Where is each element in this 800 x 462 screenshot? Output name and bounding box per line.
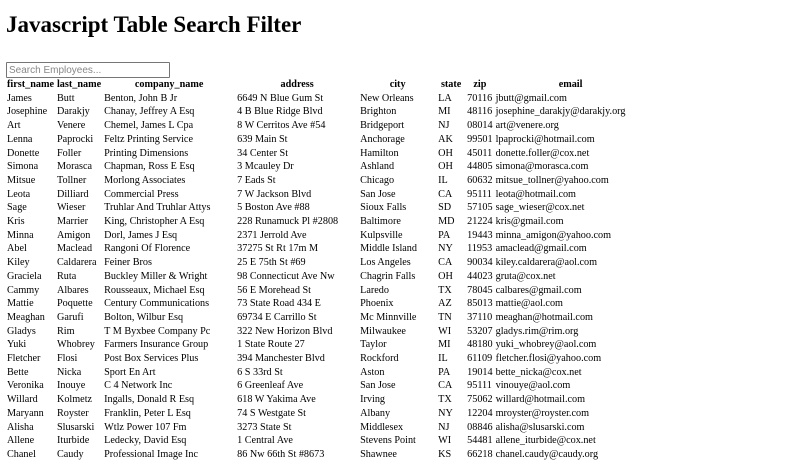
cell-address: 5 Boston Ave #88 (237, 202, 310, 214)
cell-company-name: Printing Dimensions (104, 147, 189, 159)
table-row (6, 448, 648, 462)
cell-company-name: Wtlz Power 107 Fm (104, 421, 187, 433)
cell-city: New Orleans (360, 92, 414, 104)
cell-company-name: T M Byxbee Company Pc (104, 325, 211, 337)
cell-last-name: Royster (56, 407, 89, 419)
cell-first-name: Maryann (7, 407, 44, 419)
cell-zip: 61109 (467, 353, 493, 365)
cell-company-name: Feiner Bros (104, 257, 152, 269)
cell-zip: 70116 (467, 92, 493, 104)
cell-zip: 19014 (467, 366, 493, 378)
column-header-email: email (558, 79, 583, 90)
cell-company-name: Benton, John B Jr (104, 92, 178, 104)
cell-zip: 75062 (467, 394, 493, 406)
cell-last-name: Venere (56, 120, 86, 132)
cell-city: Los Angeles (360, 257, 411, 269)
cell-address: 69734 E Carrillo St (237, 311, 317, 323)
cell-email: vinouye@aol.com (495, 380, 571, 392)
cell-city: San Jose (360, 188, 396, 200)
cell-city: Kulpsville (360, 229, 403, 241)
cell-zip: 45011 (467, 147, 493, 159)
cell-company-name: Chemel, James L Cpa (104, 120, 194, 132)
page-title: Javascript Table Search Filter (6, 12, 302, 37)
cell-state: MI (438, 106, 451, 118)
cell-company-name: Dorl, James J Esq (104, 229, 178, 241)
cell-last-name: Caudy (56, 448, 84, 460)
cell-state: SD (438, 202, 452, 214)
table-row (6, 215, 648, 229)
cell-company-name: King, Christopher A Esq (104, 216, 205, 228)
cell-address: 1 Central Ave (237, 435, 293, 447)
cell-first-name: Art (7, 120, 21, 132)
cell-address: 3 Mcauley Dr (237, 161, 294, 173)
cell-address: 37275 St Rt 17m M (237, 243, 319, 255)
cell-email: willard@hotmail.com (495, 394, 586, 406)
cell-state: MI (438, 339, 451, 351)
cell-first-name: Kris (7, 216, 25, 228)
cell-last-name: Kolmetz (56, 394, 93, 406)
cell-last-name: Slusarski (56, 421, 95, 433)
table-row (6, 256, 648, 270)
cell-zip: 11953 (467, 243, 493, 255)
cell-first-name: Allene (7, 435, 35, 447)
cell-zip: 95111 (467, 188, 492, 200)
table-row (6, 338, 648, 352)
cell-last-name: Poquette (56, 298, 93, 310)
cell-state: AK (438, 133, 453, 145)
table-row (6, 92, 648, 106)
cell-email: allene_iturbide@cox.net (495, 435, 596, 447)
cell-state: TN (438, 311, 452, 323)
cell-state: CA (438, 188, 453, 200)
cell-email: kiley.caldarera@aol.com (495, 257, 598, 269)
cell-state: TX (438, 394, 452, 406)
cell-address: 73 State Road 434 E (237, 298, 321, 310)
cell-zip: 78045 (467, 284, 493, 296)
cell-last-name: Albares (56, 284, 89, 296)
cell-address: 98 Connecticut Ave Nw (237, 270, 335, 282)
column-header-company-name: company_name (134, 79, 204, 90)
cell-company-name: Feltz Printing Service (104, 133, 193, 145)
cell-state: IL (438, 353, 448, 365)
cell-zip: 08846 (467, 421, 493, 433)
cell-address: 7 Eads St (237, 174, 276, 186)
cell-city: Middle Island (360, 243, 417, 255)
cell-last-name: Dilliard (56, 188, 89, 200)
column-header-zip: zip (473, 79, 487, 90)
cell-city: Middlesex (360, 421, 404, 433)
cell-company-name: Rangoni Of Florence (104, 243, 191, 255)
cell-address: 6 Greenleaf Ave (237, 380, 304, 392)
cell-state: PA (438, 366, 451, 378)
cell-company-name: Professional Image Inc (104, 448, 199, 460)
cell-company-name: Ingalls, Donald R Esq (104, 394, 195, 406)
cell-email: sage_wieser@cox.net (495, 202, 585, 214)
cell-first-name: Cammy (7, 284, 40, 296)
cell-email: josephine_darakjy@darakjy.org (495, 106, 626, 118)
cell-last-name: Morasca (56, 161, 93, 173)
cell-first-name: Simona (7, 161, 39, 173)
cell-state: KS (438, 448, 452, 460)
cell-first-name: Josephine (7, 106, 48, 118)
cell-city: Bridgeport (360, 120, 405, 132)
cell-company-name: C 4 Network Inc (104, 380, 173, 392)
cell-state: IL (438, 174, 448, 186)
cell-company-name: Truhlar And Truhlar Attys (104, 202, 211, 214)
cell-state: OH (438, 147, 453, 159)
cell-address: 1 State Route 27 (237, 339, 305, 351)
cell-company-name: Chapman, Ross E Esq (104, 161, 195, 173)
cell-first-name: Mitsue (7, 174, 36, 186)
cell-state: NY (438, 407, 453, 419)
table-row (6, 421, 648, 435)
cell-email: kris@gmail.com (495, 216, 564, 228)
cell-email: mattie@aol.com (495, 298, 563, 310)
cell-company-name: Ledecky, David Esq (104, 435, 187, 447)
cell-email: chanel.caudy@caudy.org (495, 448, 599, 460)
cell-address: 25 E 75th St #69 (237, 257, 306, 269)
cell-last-name: Marrier (56, 216, 89, 228)
cell-address: 2371 Jerrold Ave (237, 229, 307, 241)
cell-zip: 44023 (467, 270, 493, 282)
cell-first-name: Bette (7, 366, 29, 378)
cell-last-name: Rim (56, 325, 75, 337)
cell-address: 228 Runamuck Pl #2808 (237, 216, 339, 228)
column-header-address: address (280, 79, 314, 90)
cell-address: 74 S Westgate St (237, 407, 307, 419)
cell-zip: 54481 (467, 435, 493, 447)
cell-email: alisha@slusarski.com (495, 421, 585, 433)
cell-company-name: Century Communications (104, 298, 210, 310)
cell-first-name: Yuki (7, 339, 27, 351)
cell-zip: 60632 (467, 174, 493, 186)
cell-email: donette.foller@cox.net (495, 147, 590, 159)
table-row (6, 366, 648, 380)
table-row (6, 242, 648, 256)
cell-last-name: Paprocki (56, 133, 94, 145)
table-row (6, 407, 648, 421)
cell-city: Stevens Point (360, 435, 416, 447)
cell-email: calbares@gmail.com (495, 284, 582, 296)
table-row (6, 325, 648, 339)
cell-first-name: Willard (7, 394, 38, 406)
cell-address: 86 Nw 66th St #8673 (237, 448, 325, 460)
cell-city: Baltimore (360, 216, 401, 228)
cell-company-name: Commercial Press (104, 188, 179, 200)
cell-city: Laredo (360, 284, 389, 296)
cell-first-name: Kiley (7, 257, 30, 269)
cell-email: gladys.rim@rim.org (495, 325, 579, 337)
cell-first-name: James (7, 92, 32, 104)
cell-last-name: Darakjy (56, 106, 90, 118)
cell-city: Sioux Falls (360, 202, 407, 214)
cell-email: amaclead@gmail.com (495, 243, 587, 255)
cell-first-name: Chanel (7, 448, 36, 460)
cell-email: bette_nicka@cox.net (495, 366, 582, 378)
cell-email: fletcher.flosi@yahoo.com (495, 353, 602, 365)
search-input[interactable] (6, 62, 170, 78)
table-row (6, 188, 648, 202)
table-row (6, 297, 648, 311)
cell-state: WI (438, 435, 452, 447)
cell-company-name: Morlong Associates (104, 174, 186, 186)
cell-zip: 21224 (467, 216, 493, 228)
cell-address: 322 New Horizon Blvd (237, 325, 333, 337)
cell-last-name: Flosi (56, 353, 78, 365)
cell-email: gruta@cox.net (495, 270, 556, 282)
cell-state: OH (438, 161, 453, 173)
cell-state: NY (438, 243, 453, 255)
cell-first-name: Donette (7, 147, 40, 159)
cell-last-name: Whobrey (56, 339, 95, 351)
table-row (6, 311, 648, 325)
cell-state: AZ (438, 298, 452, 310)
cell-city: Chagrin Falls (360, 270, 416, 282)
cell-city: Hamilton (360, 147, 399, 159)
column-header-last-name: last_name (56, 79, 102, 90)
cell-city: Mc Minnville (360, 311, 417, 323)
cell-address: 8 W Cerritos Ave #54 (237, 120, 326, 132)
table-row (6, 105, 648, 119)
cell-address: 639 Main St (237, 133, 288, 145)
table-row (6, 133, 648, 147)
column-header-first-name: first_name (7, 79, 54, 90)
cell-city: Shawnee (360, 448, 397, 460)
cell-company-name: Bolton, Wilbur Esq (104, 311, 184, 323)
cell-state: MD (438, 216, 455, 228)
cell-last-name: Amigon (56, 229, 91, 241)
table-row (6, 119, 648, 133)
cell-zip: 53207 (467, 325, 493, 337)
cell-address: 394 Manchester Blvd (237, 353, 325, 365)
cell-address: 7 W Jackson Blvd (237, 188, 312, 200)
table-row (6, 174, 648, 188)
cell-address: 6 S 33rd St (237, 366, 283, 378)
cell-zip: 95111 (467, 380, 492, 392)
cell-last-name: Garufi (56, 311, 84, 323)
table-row (6, 284, 648, 298)
cell-last-name: Wieser (56, 202, 86, 214)
table-row (6, 229, 648, 243)
cell-zip: 57105 (467, 202, 493, 214)
cell-city: Rockford (360, 353, 399, 365)
cell-state: CA (438, 257, 453, 269)
cell-email: mitsue_tollner@yahoo.com (495, 174, 609, 186)
table-row (6, 352, 648, 366)
cell-first-name: Minna (7, 229, 34, 241)
cell-city: Chicago (360, 174, 395, 186)
cell-first-name: Lenna (7, 133, 33, 145)
cell-email: minna_amigon@yahoo.com (495, 229, 612, 241)
cell-last-name: Inouye (56, 380, 86, 392)
cell-last-name: Ruta (56, 270, 77, 282)
cell-first-name: Leota (7, 188, 31, 200)
cell-email: jbutt@gmail.com (495, 92, 567, 104)
cell-state: WI (438, 325, 452, 337)
cell-zip: 48180 (467, 339, 493, 351)
cell-city: Albany (360, 407, 391, 419)
table-row (6, 270, 648, 284)
cell-address: 6649 N Blue Gum St (237, 92, 324, 104)
cell-last-name: Iturbide (56, 435, 90, 447)
cell-zip: 90034 (467, 257, 493, 269)
column-header-state: state (440, 79, 462, 90)
cell-zip: 99501 (467, 133, 493, 145)
cell-address: 3273 State St (237, 421, 292, 433)
cell-first-name: Alisha (7, 421, 34, 433)
cell-first-name: Abel (7, 243, 27, 255)
cell-state: NJ (438, 120, 450, 132)
table-row (6, 147, 648, 161)
cell-city: Phoenix (360, 298, 394, 310)
cell-last-name: Caldarera (56, 257, 97, 269)
cell-company-name: Farmers Insurance Group (104, 339, 209, 351)
cell-zip: 37110 (467, 311, 493, 323)
cell-last-name: Nicka (56, 366, 82, 378)
cell-state: LA (438, 92, 452, 104)
cell-first-name: Fletcher (7, 353, 41, 365)
cell-city: Aston (360, 366, 385, 378)
cell-state: PA (438, 229, 451, 241)
cell-state: NJ (438, 421, 450, 433)
cell-zip: 66218 (467, 448, 493, 460)
table-row (6, 393, 648, 407)
cell-address: 56 E Morehead St (237, 284, 311, 296)
table-row (6, 160, 648, 174)
cell-city: Anchorage (360, 133, 405, 145)
cell-email: lpaprocki@hotmail.com (495, 133, 595, 145)
cell-city: Brighton (360, 106, 397, 118)
cell-email: art@venere.org (495, 120, 559, 132)
table-row (6, 434, 648, 448)
cell-email: mroyster@royster.com (495, 407, 590, 419)
cell-city: Milwaukee (360, 325, 406, 337)
cell-first-name: Mattie (7, 298, 34, 310)
cell-last-name: Maclead (56, 243, 93, 255)
cell-zip: 19443 (467, 229, 493, 241)
cell-address: 618 W Yakima Ave (237, 394, 316, 406)
cell-zip: 08014 (467, 120, 493, 132)
cell-state: TX (438, 284, 452, 296)
table-row (6, 379, 648, 393)
column-header-city: city (389, 79, 406, 90)
cell-first-name: Veronika (7, 380, 44, 392)
cell-state: OH (438, 270, 453, 282)
table-row (6, 201, 648, 215)
cell-last-name: Butt (56, 92, 75, 104)
cell-email: yuki_whobrey@aol.com (495, 339, 597, 351)
cell-city: Taylor (360, 339, 387, 351)
cell-zip: 85013 (467, 298, 493, 310)
cell-email: leota@hotmail.com (495, 188, 576, 200)
cell-last-name: Foller (56, 147, 82, 159)
cell-email: meaghan@hotmail.com (495, 311, 593, 323)
cell-company-name: Rousseaux, Michael Esq (104, 284, 205, 296)
cell-city: San Jose (360, 380, 396, 392)
table-header-row (6, 78, 648, 92)
cell-zip: 48116 (467, 106, 493, 118)
cell-first-name: Graciela (7, 270, 42, 282)
cell-city: Irving (360, 394, 386, 406)
cell-company-name: Franklin, Peter L Esq (104, 407, 191, 419)
cell-company-name: Post Box Services Plus (104, 353, 199, 365)
cell-first-name: Gladys (7, 325, 36, 337)
cell-company-name: Sport En Art (104, 366, 156, 378)
cell-zip: 12204 (467, 407, 493, 419)
employees-table (6, 78, 648, 462)
cell-address: 4 B Blue Ridge Blvd (237, 106, 323, 118)
cell-email: simona@morasca.com (495, 161, 589, 173)
cell-first-name: Sage (7, 202, 27, 214)
cell-address: 34 Center St (237, 147, 289, 159)
cell-zip: 44805 (467, 161, 493, 173)
table-body (6, 92, 648, 462)
cell-last-name: Tollner (56, 174, 87, 186)
cell-first-name: Meaghan (7, 311, 45, 323)
cell-city: Ashland (360, 161, 395, 173)
cell-company-name: Chanay, Jeffrey A Esq (104, 106, 195, 118)
cell-state: CA (438, 380, 453, 392)
cell-company-name: Buckley Miller & Wright (104, 270, 208, 282)
